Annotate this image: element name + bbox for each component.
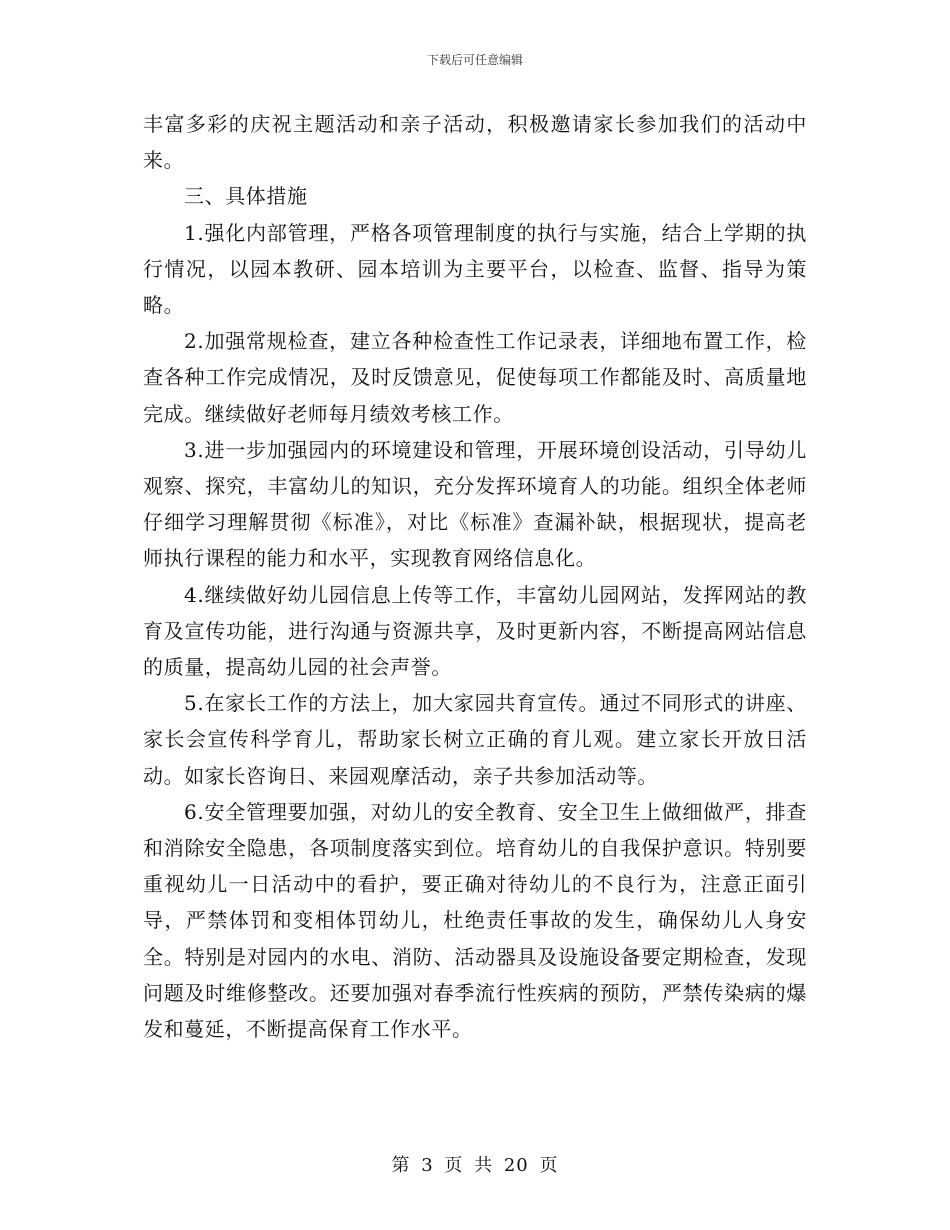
paragraph-item-6: 6.安全管理要加强，对幼儿的安全教育、安全卫生上做细做严，排查和消除安全隐患，各项制度落实到位。培育幼儿的自我保护意识。特别要重视幼儿一日活动中的看护，要正确对待幼儿的不良行为，注意正面引导，严禁体罚和变相体罚幼儿，杜绝责任事故的发生，确保幼儿人身安全。特别是对园内的水电、消防、活动器具及设施设备要定期检查，发现问题及时维修整改。还要加强对春季流行性疾病的预防，严禁传染病的爆发和蔓延，不断提高保育工作水平。 <box>143 799 807 1042</box>
paragraph-item-3: 3.进一步加强园内的环境建设和管理，开展环境创设活动，引导幼儿观察、探究，丰富幼儿的知识，充分发挥环境育人的功能。组织全体老师仔细学习理解贯彻《标准》，对比《标准》查漏补缺，根据现状，提高老师执行课程的能力和水平，实现教育网络信息化。 <box>143 437 807 571</box>
paragraph-item-1: 1.强化内部管理，严格各项管理制度的执行与实施，结合上学期的执行情况，以园本教研、园本培训为主要平台，以检查、监督、指导为策略。 <box>143 220 807 318</box>
page-header-note: 下载后可任意编辑 <box>426 53 523 67</box>
section-heading: 三、具体措施 <box>184 184 308 209</box>
page-number: 第 3 页 共 20 页 <box>391 1155 559 1176</box>
paragraph-continuation: 丰富多彩的庆祝主题活动和亲子活动，积极邀请家长参加我们的活动中来。 <box>143 112 807 173</box>
document-body <box>143 106 807 1047</box>
paragraph-item-4: 4.继续做好幼儿园信息上传等工作，丰富幼儿园网站，发挥网站的教育及宣传功能，进行沟通与资源共享，及时更新内容，不断提高网站信息的质量，提高幼儿园的社会声誉。 <box>143 582 807 680</box>
paragraph-item-2: 2.加强常规检查，建立各种检查性工作记录表，详细地布置工作，检查各种工作完成情况，及时反馈意见，促使每项工作都能及时、高质量地完成。继续做好老师每月绩效考核工作。 <box>143 329 807 426</box>
paragraph-item-5: 5.在家长工作的方法上，加大家园共育宣传。通过不同形式的讲座、家长会宣传科学育儿，帮助家长树立正确的育儿观。建立家长开放日活动。如家长咨询日、来园观摩活动，亲子共参加活动等。 <box>143 691 807 788</box>
